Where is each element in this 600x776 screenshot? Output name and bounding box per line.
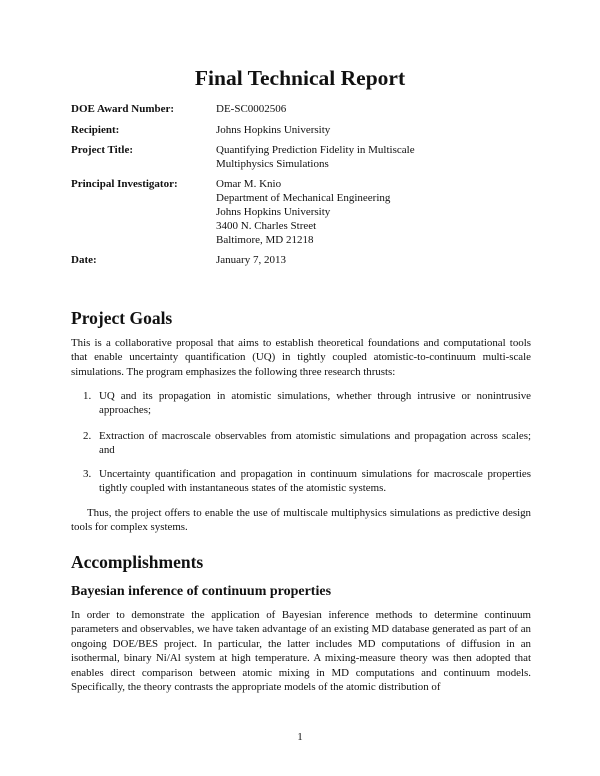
meta-value-line: Multiphysics Simulations	[216, 158, 329, 170]
meta-value	[216, 102, 536, 116]
list-text: Uncertainty quantification and propagation in continuum simulations for macroscale properties tightly coupled with instantaneous states of the atomistic systems.	[99, 468, 531, 495]
list-number: 1.	[83, 390, 92, 402]
meta-value-line: Department of Mechanical Engineering	[216, 192, 391, 204]
meta-value	[216, 253, 536, 267]
meta-value	[216, 143, 536, 171]
meta-label: Date:	[71, 254, 97, 266]
goals-intro-paragraph: This is a collaborative proposal that aims to establish theoretical foundations and computational tools that enable uncertainty quantification (UQ) in tightly coupled atomistic-to-continuum multi-scale simulations. The program emphasizes the following three research thrusts:	[71, 337, 531, 378]
meta-value-line: Johns Hopkins University	[216, 206, 331, 218]
section-heading-project-goals: Project Goals	[71, 308, 173, 328]
meta-value-line: DE-SC0002506	[216, 103, 287, 115]
section-heading-accomplishments: Accomplishments	[71, 552, 204, 572]
meta-label: Recipient:	[71, 124, 120, 136]
meta-value-line: Baltimore, MD 21218	[216, 234, 314, 246]
meta-value	[216, 123, 536, 137]
meta-label: DOE Award Number:	[71, 103, 175, 115]
list-text: UQ and its propagation in atomistic simulations, whether through intrusive or nonintrusive approaches;	[99, 390, 531, 417]
meta-value-line: Johns Hopkins University	[216, 124, 331, 136]
accomplishments-body-paragraph: In order to demonstrate the application of Bayesian inference methods to determine continuum parameters and observables, we have taken advantage of an existing MD database generated as part of an ongoing DOE/BES project. In particular, the latter includes MD computations of diffusion in an isothermal, binary Ni/Al system at high temperature. A mixing-measure theory was then adopted that enables direct comparison between atomic mixing in MD computations and continuum models. Specifically, the theory contrasts the appropriate models of the atomic distribution of	[71, 609, 531, 694]
list-number: 3.	[83, 468, 92, 480]
meta-value-line: January 7, 2013	[216, 254, 286, 266]
meta-label: Principal Investigator:	[71, 178, 178, 190]
meta-label: Project Title:	[71, 144, 134, 156]
subsection-heading: Bayesian inference of continuum properties	[71, 584, 332, 599]
list-text: Extraction of macroscale observables from atomistic simulations and propagation across scales; and	[99, 430, 531, 457]
goals-closing-paragraph: Thus, the project offers to enable the use of multiscale multiphysics simulations as predictive design tools for complex systems.	[71, 507, 531, 534]
meta-value-line: Omar M. Knio	[216, 178, 282, 190]
meta-value	[216, 177, 536, 247]
meta-value-line: Quantifying Prediction Fidelity in Multiscale	[216, 144, 415, 156]
page-number: 1	[297, 731, 303, 743]
report-title: Final Technical Report	[194, 66, 406, 90]
meta-value-line: 3400 N. Charles Street	[216, 220, 317, 232]
list-number: 2.	[83, 430, 92, 442]
